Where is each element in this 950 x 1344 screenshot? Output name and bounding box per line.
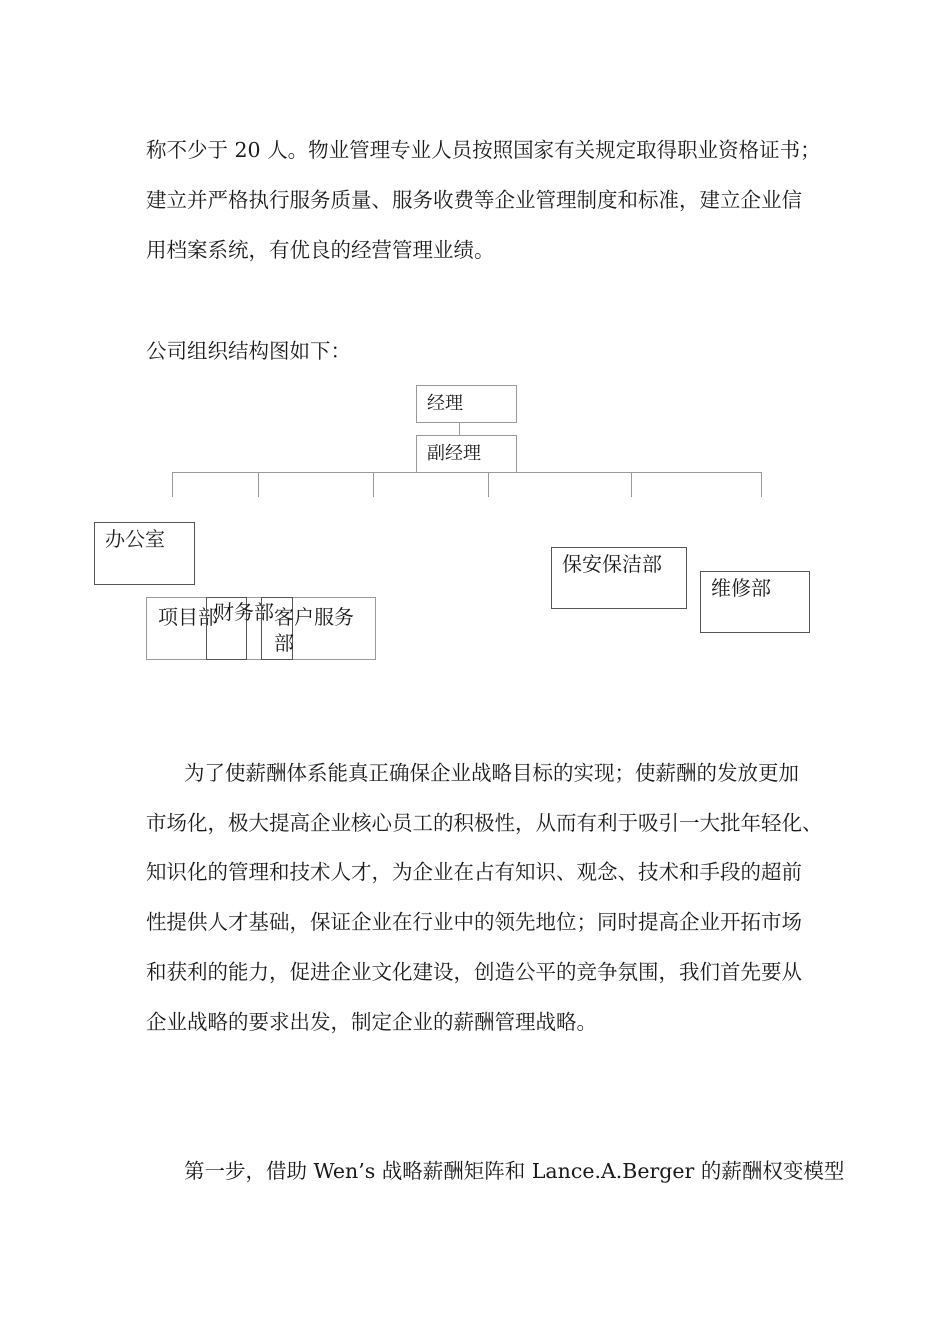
body-text-line: 企业战略的要求出发，制定企业的薪酬管理战略。: [146, 1010, 597, 1034]
org-node-deputy-manager: [416, 435, 517, 473]
body-text-line: 用档案系统，有优良的经营管理业绩。: [146, 238, 495, 262]
body-text-line: 性提供人才基础，保证企业在行业中的领先地位；同时提高企业开拓市场: [146, 910, 802, 934]
connector-line: [172, 472, 173, 497]
body-text-line: 为了使薪酬体系能真正确保企业战略目标的实现；使薪酬的发放更加: [184, 761, 799, 785]
org-node-customer-service-tail: 部: [274, 631, 294, 655]
body-text-line: 和获利的能力，促进企业文化建设，创造公平的竞争氛围，我们首先要从: [146, 960, 802, 984]
org-node-finance: 财务部: [214, 600, 274, 624]
connector-line: [258, 472, 259, 497]
body-text-line: 市场化，极大提高企业核心员工的积极性，从而有利于吸引一大批年轻化、: [146, 811, 823, 835]
org-node-label: 经理: [427, 393, 463, 414]
body-text-line: 建立并严格执行服务质量、服务收费等企业管理制度和标准，建立企业信: [146, 188, 802, 212]
org-node-project: 项目部: [158, 605, 218, 629]
body-text-line: 称不少于 20 人。物业管理专业人员按照国家有关规定取得职业资格证书；: [146, 138, 821, 162]
connector-line: [459, 422, 460, 436]
org-node-label: 副经理: [427, 443, 481, 464]
connector-line: [488, 472, 489, 497]
org-node-office: [94, 522, 195, 585]
body-text-line: 知识化的管理和技术人才，为企业在占有知识、观念、技术和手段的超前: [146, 860, 802, 884]
org-node-label: 维修部: [711, 576, 771, 600]
org-node-label: 办公室: [105, 527, 165, 551]
org-node-manager: [416, 385, 517, 423]
org-node-maintenance: [700, 571, 810, 633]
org-node-security-cleaning: [551, 547, 687, 609]
org-chart-caption: 公司组织结构图如下：: [146, 339, 351, 363]
connector-line: [631, 472, 632, 497]
connector-line: [373, 472, 374, 497]
body-text-line: 第一步，借助 Wen’s 战略薪酬矩阵和 Lance.A.Berger 的薪酬权变模型: [184, 1159, 845, 1183]
org-node-label: 保安保洁部: [562, 552, 662, 576]
connector-line: [761, 472, 762, 497]
org-node-customer-service: 客户服务: [274, 605, 354, 629]
